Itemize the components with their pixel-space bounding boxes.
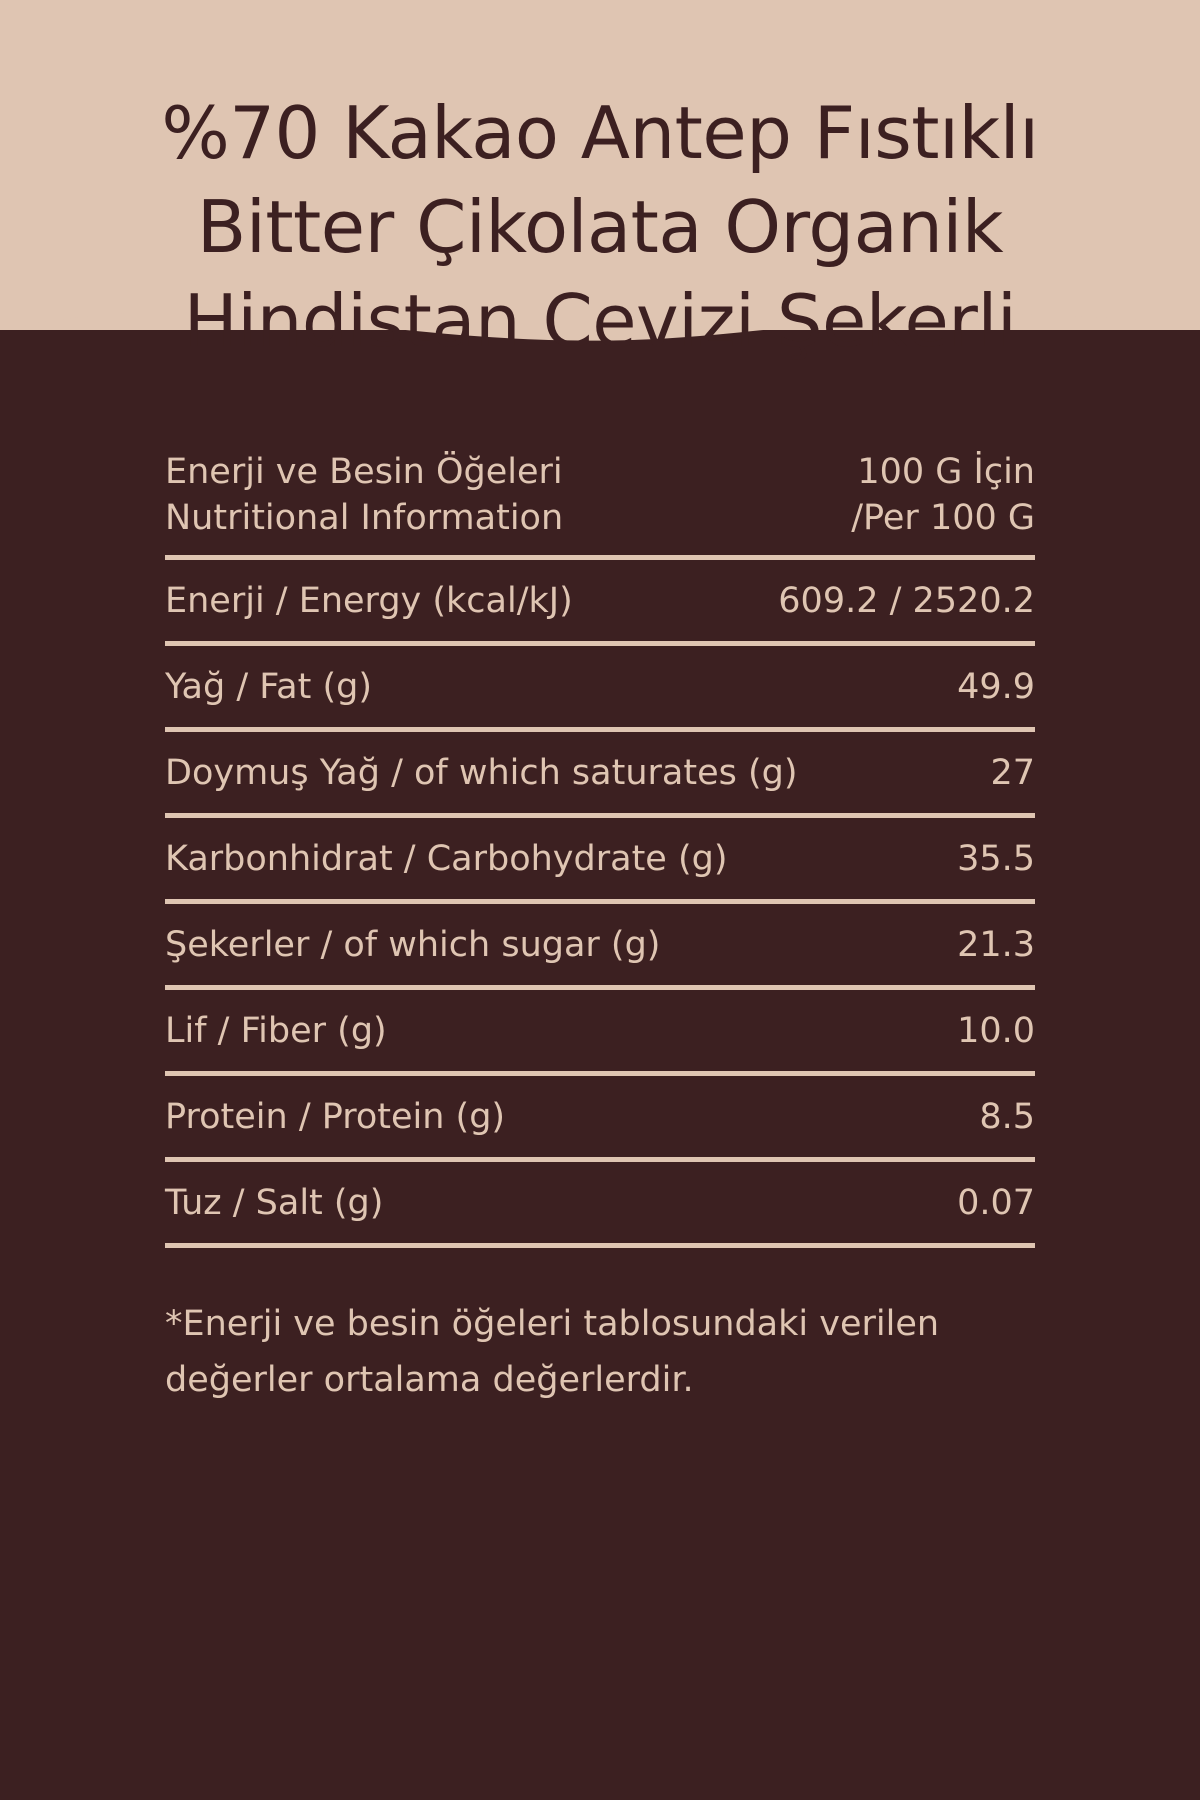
row-value: 0.07: [957, 1182, 1035, 1223]
footnote-line-2: değerler ortalama değerlerdir.: [165, 1360, 694, 1400]
row-label: Yağ / Fat (g): [165, 666, 373, 707]
header-per-tr: 100 G İçin: [857, 452, 1035, 492]
header-label-tr: Enerji ve Besin Öğeleri: [165, 452, 563, 492]
row-value: 35.5: [957, 838, 1035, 879]
row-label: Karbonhidrat / Carbohydrate (g): [165, 838, 728, 879]
table-row: [165, 1162, 1035, 1248]
row-value: 49.9: [957, 666, 1035, 707]
table-row: [165, 560, 1035, 646]
row-label: Enerji / Energy (kcal/kJ): [165, 580, 573, 621]
table-row: [165, 646, 1035, 732]
row-label: Protein / Protein (g): [165, 1096, 506, 1137]
header-label: [165, 449, 563, 555]
row-label: Lif / Fiber (g): [165, 1010, 387, 1051]
row-value: 8.5: [979, 1096, 1035, 1137]
product-title: [0, 86, 1200, 368]
table-row: [165, 732, 1035, 818]
title-line-1: %70 Kakao Antep Fıstıklı: [161, 91, 1039, 176]
row-value: 10.0: [957, 1010, 1035, 1051]
row-label: Doymuş Yağ / of which saturates (g): [165, 752, 798, 793]
header-per-en: /Per 100 G: [851, 498, 1035, 538]
table-row: [165, 1076, 1035, 1162]
footnote-line-1: *Enerji ve besin öğeleri tablosundaki verilen: [165, 1304, 940, 1344]
nutrition-table-header: [165, 440, 1035, 560]
row-value: 27: [990, 752, 1035, 793]
row-label: Tuz / Salt (g): [165, 1182, 384, 1223]
table-row: [165, 818, 1035, 904]
row-label: Şekerler / of which sugar (g): [165, 924, 661, 965]
title-line-3: Hindistan Cevizi Şekerli: [183, 279, 1017, 364]
title-line-2: Bitter Çikolata Organik: [196, 185, 1004, 270]
header-label-en: Nutritional Information: [165, 498, 564, 538]
table-row: [165, 904, 1035, 990]
row-value: 21.3: [957, 924, 1035, 965]
header-per: [851, 449, 1035, 555]
table-row: [165, 990, 1035, 1076]
row-value: 609.2 / 2520.2: [778, 580, 1035, 621]
nutrition-table: [165, 440, 1035, 1248]
footnote: [165, 1296, 1035, 1408]
